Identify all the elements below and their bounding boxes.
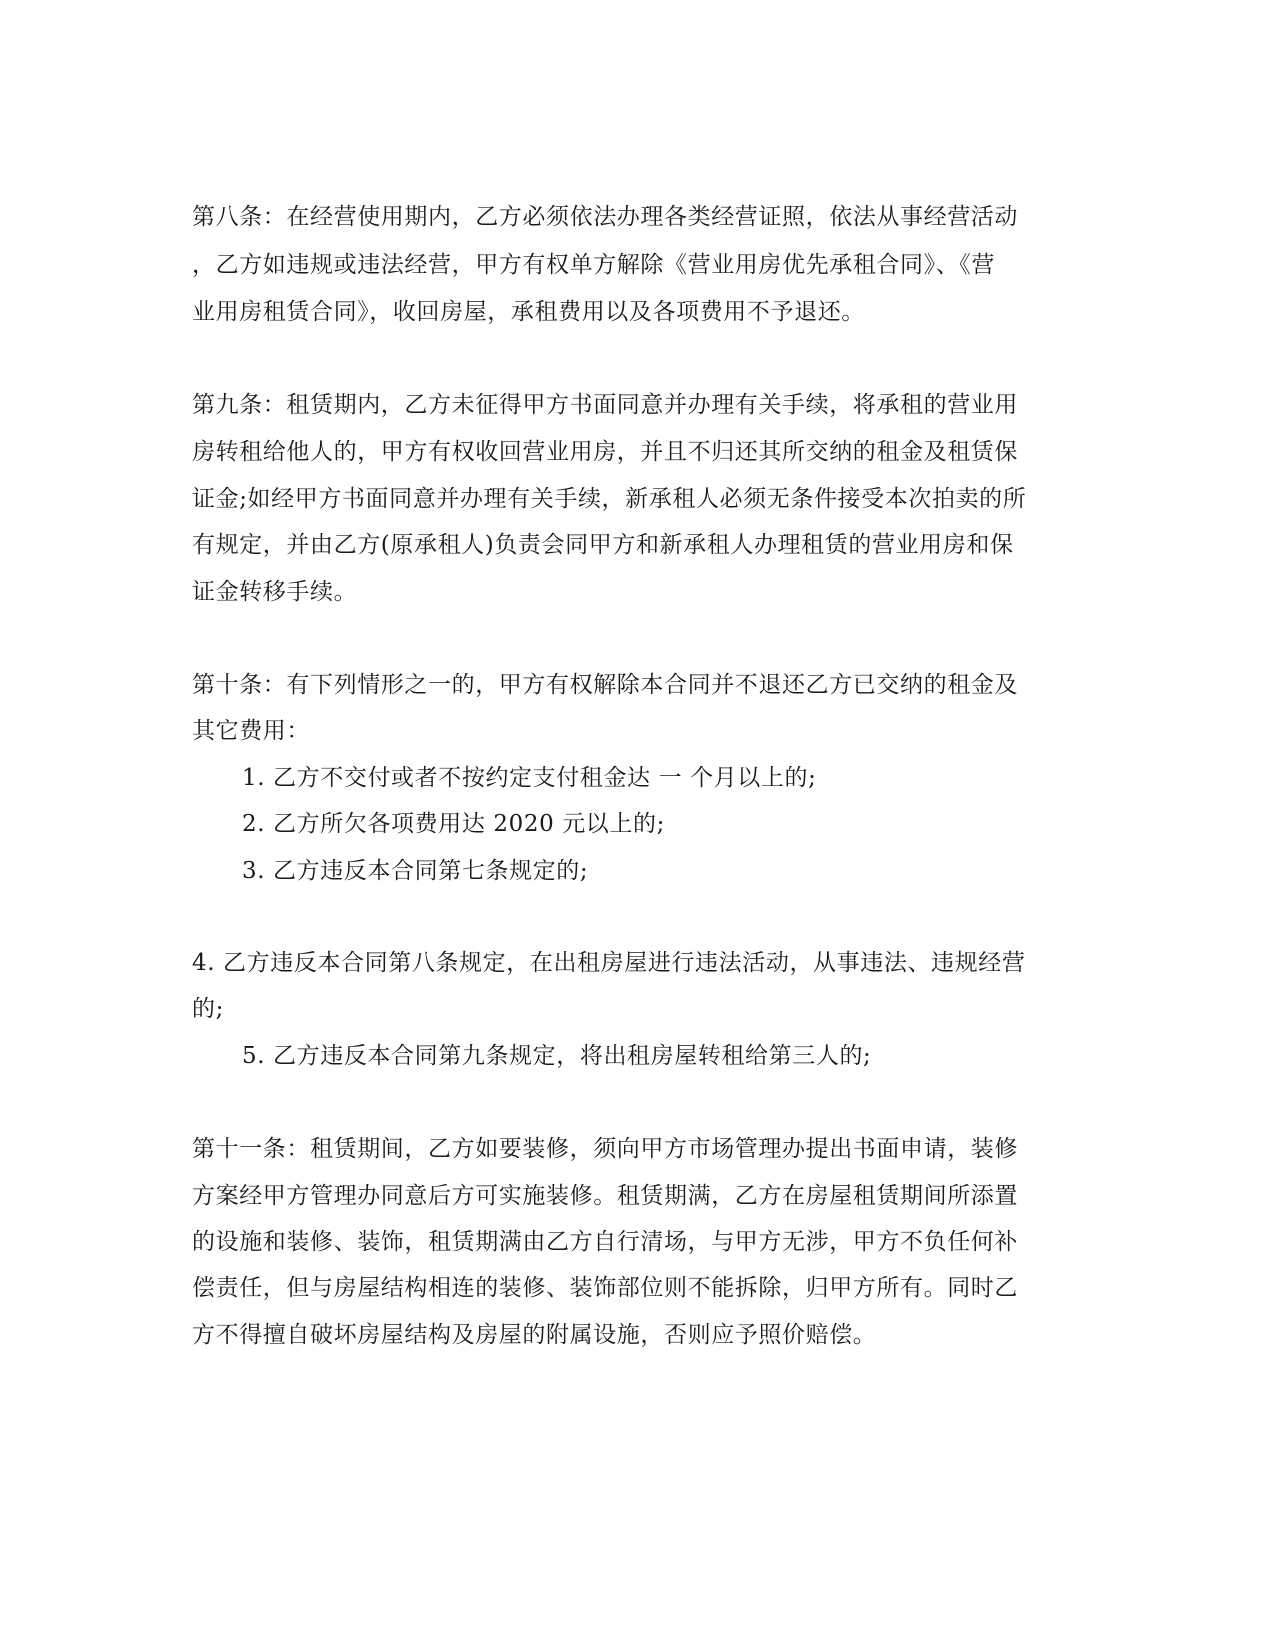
article-11-line-5: 方不得擅自破坏房屋结构及房屋的附属设施，否则应予照价赔偿。 (192, 1322, 877, 1348)
article-10-item-5: 5. 乙方违反本合同第九条规定，将出租房屋转租给第三人的; (242, 1043, 872, 1069)
article-11-line-2: 方案经甲方管理办同意后方可实施装修。租赁期满，乙方在房屋租赁期间所添置 (192, 1183, 1018, 1209)
article-11-line-4: 偿责任，但与房屋结构相连的装修、装饰部位则不能拆除，归甲方所有。同时乙 (192, 1275, 1018, 1301)
article-8-line-2: ，乙方如违规或违法经营，甲方有权单方解除《营业用房优先承租合同》、《营 (192, 252, 995, 278)
article-10-line-1: 第十条：有下列情形之一的，甲方有权解除本合同并不退还乙方已交纳的租金及 (192, 672, 1018, 698)
article-10-item-1: 1. 乙方不交付或者不按约定支付租金达 一 个月以上的; (242, 765, 817, 791)
article-11-line-3: 的设施和装修、装饰，租赁期满由乙方自行清场，与甲方无涉，甲方不负任何补 (192, 1229, 1018, 1255)
article-8-line-1: 第八条：在经营使用期内，乙方必须依法办理各类经营证照，依法从事经营活动 (192, 204, 1018, 230)
article-8-line-3: 业用房租赁合同》，收回房屋，承租费用以及各项费用不予退还。 (192, 299, 865, 325)
article-10-line-2: 其它费用： (192, 718, 310, 744)
article-10-item-4-line-2: 的; (192, 996, 224, 1022)
article-10-item-3: 3. 乙方违反本合同第七条规定的; (242, 858, 589, 884)
article-9-line-5: 证金转移手续。 (192, 579, 358, 605)
article-11-line-1: 第十一条：租赁期间，乙方如要装修，须向甲方市场管理办提出书面申请，装修 (192, 1136, 1018, 1162)
article-10-item-2: 2. 乙方所欠各项费用达 2020 元以上的; (242, 811, 665, 837)
article-9-line-2: 房转租给他人的，甲方有权收回营业用房，并且不归还其所交纳的租金及租赁保 (192, 439, 1018, 465)
article-9-line-4: 有规定，并由乙方(原承租人)负责会同甲方和新承租人办理租赁的营业用房和保 (192, 532, 1014, 558)
article-10-item-4-line-1: 4. 乙方违反本合同第八条规定，在出租房屋进行违法活动，从事违法、违规经营 (192, 950, 1026, 976)
article-9-line-3: 证金;如经甲方书面同意并办理有关手续，新承租人必须无条件接受本次拍卖的所 (192, 486, 1027, 512)
article-9-line-1: 第九条：租赁期内，乙方未征得甲方书面同意并办理有关手续，将承租的营业用 (192, 392, 1018, 418)
